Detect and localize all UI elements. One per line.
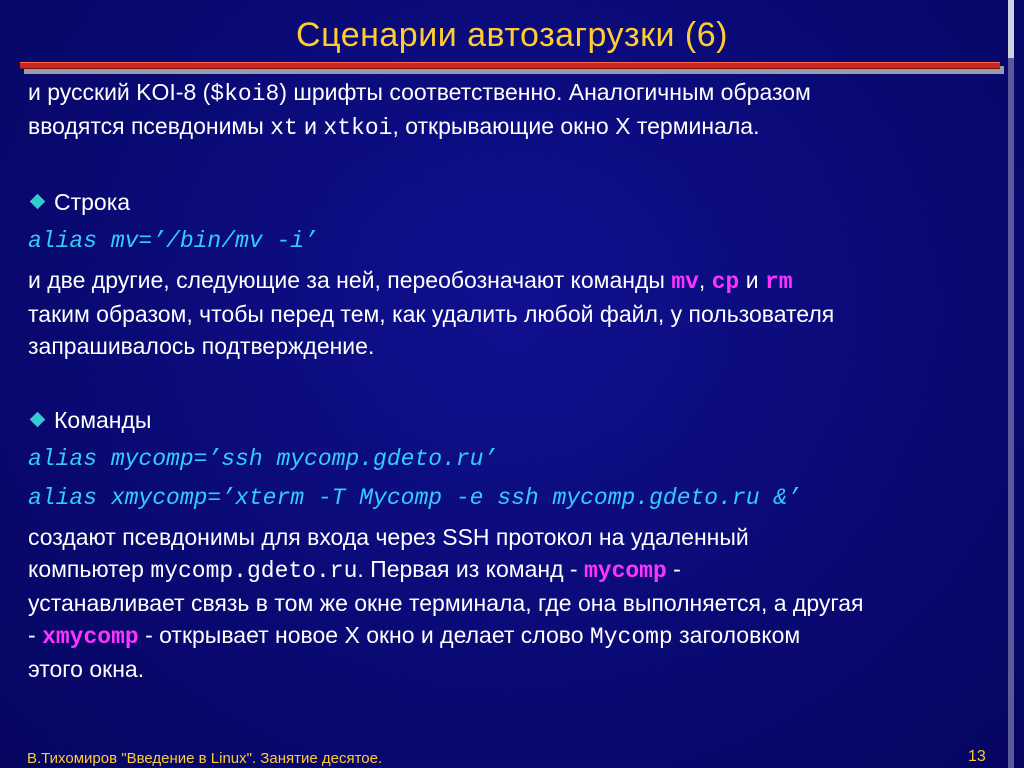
title-rule — [20, 62, 1000, 69]
text: и — [297, 113, 324, 139]
text: создают псевдонимы для входа через SSH протокол на удаленный — [28, 524, 749, 550]
text: вводятся псевдонимы — [28, 113, 271, 139]
code-mycomp-word: Mycomp — [589, 624, 673, 650]
scrollbar-track[interactable] — [1008, 0, 1014, 768]
text: этого окна. — [28, 656, 145, 682]
text: ) шрифты соответственно. Аналогичным образом — [279, 79, 811, 105]
code-alias-mycomp: alias mycomp=’ssh mycomp.gdeto.ru’ — [28, 446, 498, 472]
code-alias-mv: alias mv=’/bin/mv -i’ — [28, 228, 318, 254]
diamond-bullet-icon — [30, 412, 46, 428]
bullet-label: Команды — [54, 407, 152, 433]
slide-title: Сценарии автозагрузки (6) — [296, 16, 728, 54]
text: , открывающие окно X терминала. — [392, 113, 760, 139]
code-xtkoi: xtkoi — [323, 115, 393, 141]
text: - — [28, 622, 43, 648]
text: устанавливает связь в том же окне терминала, где она выполняется, а другая — [28, 590, 864, 616]
bullet-komandy — [28, 404, 1008, 436]
code-alias-xmycomp: alias xmycomp=’xterm -T Mycomp -e ssh mycomp.gdeto.ru &’ — [28, 485, 801, 511]
text: и две другие, следующие за ней, переобозначают команды — [28, 267, 672, 293]
text: таким образом, чтобы перед тем, как удалить любой файл, у пользователя — [28, 301, 835, 327]
footer-author: В.Тихомиров "Введение в Linux". Занятие десятое. — [27, 750, 383, 767]
text: , — [698, 267, 712, 293]
bullet-label: Строка — [54, 189, 131, 215]
paragraph-commands — [28, 264, 1008, 362]
text: компьютер — [28, 556, 151, 582]
keyword-xmycomp: xmycomp — [42, 624, 139, 650]
text: заголовком — [672, 622, 801, 648]
keyword-mv: mv — [671, 269, 699, 295]
paragraph-ssh — [28, 521, 1008, 685]
keyword-mycomp: mycomp — [583, 558, 667, 584]
text: и русский KOI-8 ( — [28, 79, 211, 105]
text: запрашивалось подтверждение. — [28, 333, 375, 359]
diamond-bullet-icon — [30, 194, 46, 210]
text: и — [739, 267, 765, 293]
text: - — [666, 556, 681, 582]
code-hostname: mycomp.gdeto.ru — [150, 558, 358, 584]
paragraph-intro — [28, 76, 1008, 144]
keyword-rm: rm — [764, 269, 793, 295]
code-koi8: $koi8 — [210, 81, 280, 107]
bullet-stroka — [28, 186, 1008, 218]
slide-content — [28, 76, 1008, 685]
keyword-cp: cp — [711, 269, 740, 295]
footer-page-number: 13 — [968, 748, 986, 765]
text: . Первая из команд - — [357, 556, 584, 582]
text: - открывает новое X окно и делает слово — [138, 622, 590, 648]
code-xt: xt — [270, 115, 298, 141]
